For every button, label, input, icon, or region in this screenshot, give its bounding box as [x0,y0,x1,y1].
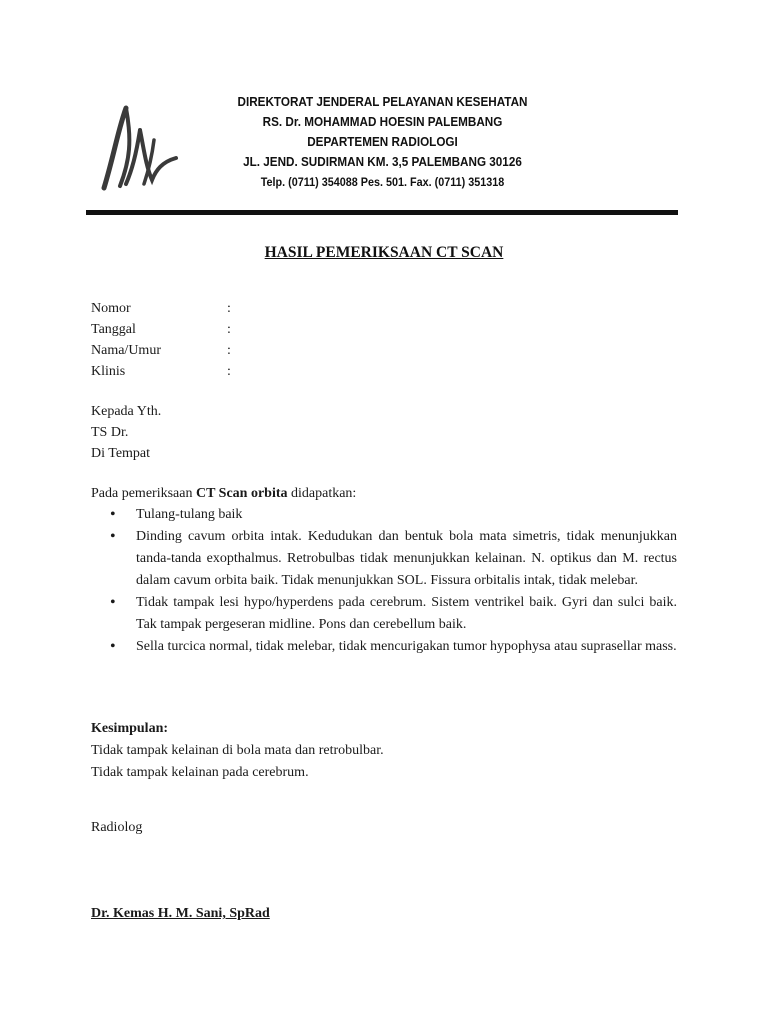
field-label: Nama/Umur [91,343,161,358]
field-label: Klinis [91,364,126,379]
letterhead-department: DEPARTEMEN RADIOLOGI [307,134,458,149]
field-klinis [91,361,231,382]
field-label: Tanggal [91,322,136,337]
finding-item: • Tulang-tulang baik [136,504,677,526]
address-line: Di Tempat [91,446,151,461]
finding-item: • Sella turcica normal, tidak melebar, tidak mencurigakan tumor hypophysa atau suprasellar mass. [136,636,677,658]
address-line: Kepada Yth. [91,404,162,419]
field-separator: : [227,364,231,379]
finding-item: • Dinding cavum orbita intak. Kedudukan dan bentuk bola mata simetris, tidak menunjukkan tanda-tanda exopthalmus. Retrobulbas tidak menunjukkan kelainan. N. optikus dan M. rectus dalam cavum orbita baik. Tidak menunjukkan SOL. Fissura orbitalis intak, tidak melebar. [136,526,677,592]
exam-type: CT Scan orbita [195,486,288,501]
letterhead-divider [86,210,678,215]
field-tanggal [91,319,231,340]
finding-item: • Tidak tampak lesi hypo/hyperdens pada cerebrum. Sistem ventrikel baik. Gyri dan sulci baik. Tak tampak pergeseran midline. Pons dan cerebellum baik. [136,592,677,636]
letterhead [190,92,575,192]
field-separator: : [227,322,231,337]
conclusion-line: Tidak tampak kelainan di bola mata dan retrobulbar. [91,743,384,758]
hospital-logo [96,100,188,192]
intro-text: Pada pemeriksaan [91,486,196,501]
signature-label: Radiolog [91,820,143,835]
field-nama-umur [91,340,231,361]
findings-intro [91,483,356,504]
letterhead-address: JL. JEND. SUDIRMAN KM. 3,5 PALEMBANG 30126 [243,154,522,169]
field-nomor [91,298,231,319]
letterhead-hospital: RS. Dr. MOHAMMAD HOESIN PALEMBANG [262,114,503,129]
conclusion-line: Tidak tampak kelainan pada cerebrum. [91,765,309,780]
document-title: HASIL PEMERIKSAAN CT SCAN [264,244,504,261]
recipient-address [91,401,161,464]
intro-text: didapatkan: [287,486,357,501]
radiologist-name: Dr. Kemas H. M. Sani, SpRad [91,906,270,921]
patient-fields [91,298,231,382]
letterhead-directorate: DIREKTORAT JENDERAL PELAYANAN KESEHATAN [237,94,528,109]
letterhead-contact: Telp. (0711) 354088 Pes. 501. Fax. (0711) 351318 [260,175,505,189]
field-separator: : [227,301,231,316]
findings-list [136,504,677,658]
address-line: TS Dr. [91,425,129,440]
conclusion-section [91,718,384,784]
conclusion-heading: Kesimpulan: [91,721,169,736]
field-label: Nomor [91,301,131,316]
field-separator: : [227,343,231,358]
